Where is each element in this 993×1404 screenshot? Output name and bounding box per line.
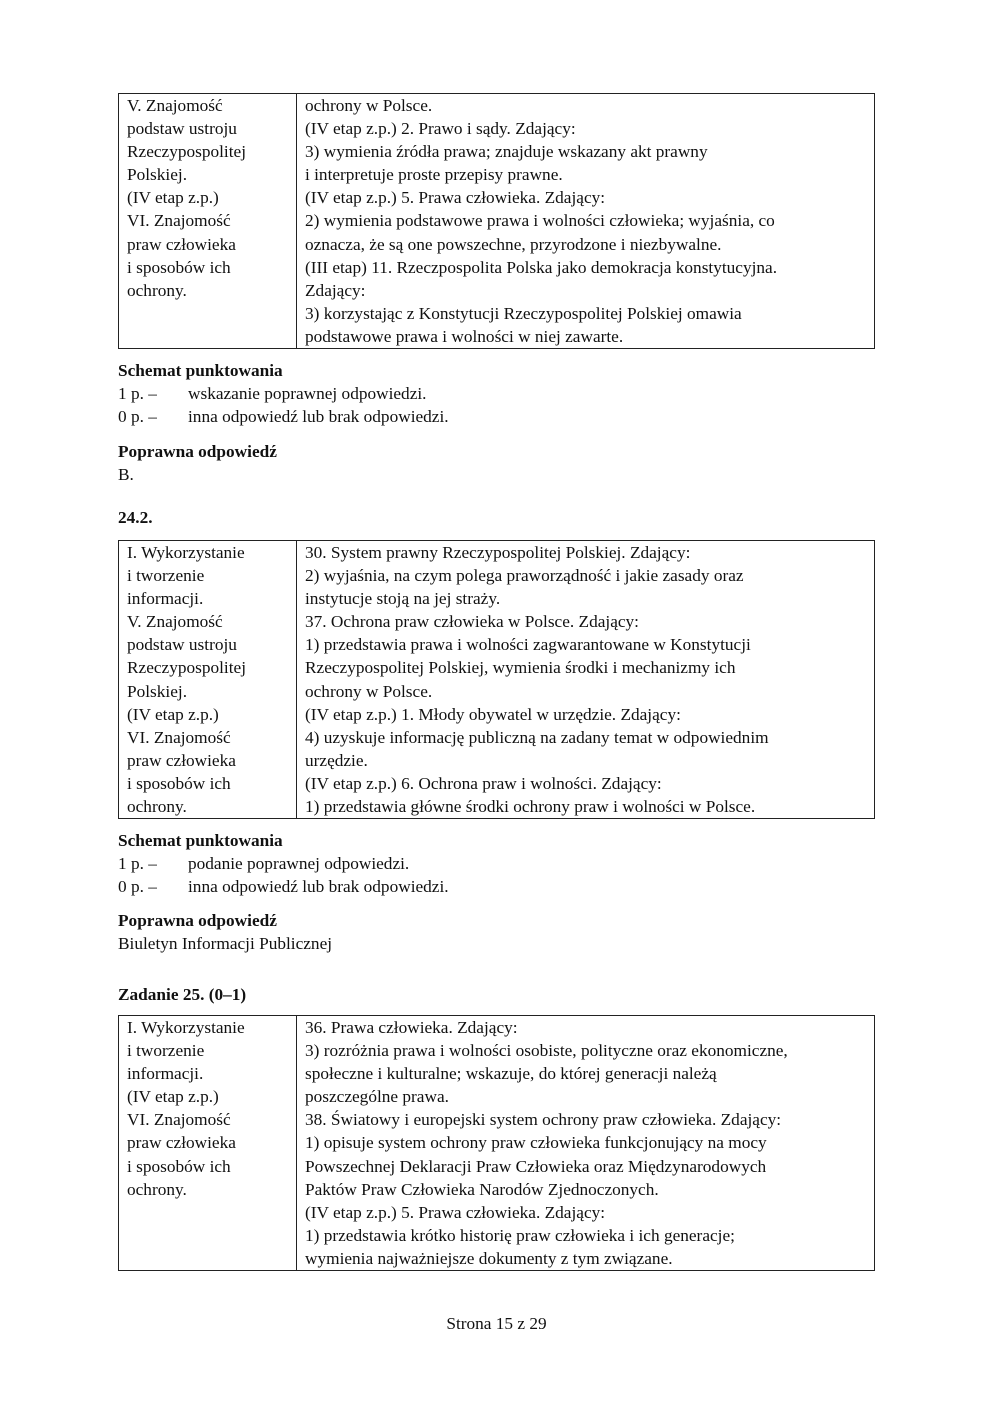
scoring-heading: Schemat punktowania	[118, 831, 283, 850]
scoring-scheme-2	[118, 829, 875, 898]
correct-answer-1	[118, 440, 875, 486]
answer-heading: Poprawna odpowiedź	[118, 911, 277, 930]
general-requirements-cell: V. Znajomość podstaw ustroju Rzeczypospolitej Polskiej. (IV etap z.p.) VI. Znajomość praw człowieka i sposobów ich ochrony.	[119, 94, 297, 349]
task-25	[118, 983, 875, 1006]
scoring-scheme-1	[118, 359, 875, 428]
general-requirements-cell: I. Wykorzystanie i tworzenie informacji. (IV etap z.p.) VI. Znajomość praw człowieka i sposobów ich ochrony.	[119, 1016, 297, 1271]
requirements-table-3	[118, 1015, 875, 1271]
scoring-row: 1 p. – wskazanie poprawnej odpowiedzi.	[118, 384, 427, 403]
page-number: Strona 15 z 29	[446, 1314, 547, 1333]
task-heading: 24.2.	[118, 508, 153, 527]
detailed-requirements-cell: 30. System prawny Rzeczypospolitej Polskiej. Zdający: 2) wyjaśnia, na czym polega praworządność i jakie zasady oraz instytucje stoją na jej straży. 37. Ochrona praw człowieka w Polsce. Zdający: 1) przedstawia prawa i wolności zagwarantowane w Konstytucji Rzeczypospolitej Polskiej, wymienia środki i mechanizmy ich ochrony w Polsce. (IV etap z.p.) 1. Młody obywatel w urzędzie. Zdający: 4) uzyskuje informację publiczną na zadany temat w odpowiednim urzędzie. (IV etap z.p.) 6. Ochrona praw i wolności. Zdający: 1) przedstawia główne środki ochrony praw i wolności w Polsce.	[297, 541, 875, 819]
general-requirements-cell: I. Wykorzystanie i tworzenie informacji. V. Znajomość podstaw ustroju Rzeczypospolitej Polskiej. (IV etap z.p.) VI. Znajomość praw człowieka i sposobów ich ochrony.	[119, 541, 297, 819]
scoring-row: 0 p. – inna odpowiedź lub brak odpowiedzi.	[118, 877, 449, 896]
requirements-table-1	[118, 93, 875, 349]
scoring-heading: Schemat punktowania	[118, 361, 283, 380]
answer-heading: Poprawna odpowiedź	[118, 442, 277, 461]
scoring-row: 1 p. – podanie poprawnej odpowiedzi.	[118, 854, 410, 873]
correct-answer-2	[118, 909, 875, 955]
scoring-row: 0 p. – inna odpowiedź lub brak odpowiedzi.	[118, 407, 449, 426]
answer-text: B.	[118, 465, 134, 484]
task-heading: Zadanie 25. (0–1)	[118, 985, 247, 1004]
detailed-requirements-cell: ochrony w Polsce. (IV etap z.p.) 2. Prawo i sądy. Zdający: 3) wymienia źródła prawa; znajduje wskazany akt prawny i interpretuje proste przepisy prawne. (IV etap z.p.) 5. Prawa człowieka. Zdający: 2) wymienia podstawowe prawa i wolności człowieka; wyjaśnia, co oznacza, że są one powszechne, przyrodzone i niezbywalne. (III etap) 11. Rzeczpospolita Polska jako demokracja konstytucyjna. Zdający: 3) korzystając z Konstytucji Rzeczypospolitej Polskiej omawia podstawowe prawa i wolności w niej zawarte.	[297, 94, 875, 349]
task-24-2	[118, 506, 875, 529]
requirements-table-2	[118, 540, 875, 819]
answer-text: Biuletyn Informacji Publicznej	[118, 934, 333, 953]
detailed-requirements-cell: 36. Prawa człowieka. Zdający: 3) rozróżnia prawa i wolności osobiste, polityczne oraz ekonomiczne, społeczne i kulturalne; wskazuje, do której generacji należą poszczególne prawa. 38. Światowy i europejski system ochrony praw człowieka. Zdający: 1) opisuje system ochrony praw człowieka funkcjonujący na mocy Powszechnej Deklaracji Praw Człowieka oraz Międzynarodowych Paktów Praw Człowieka Narodów Zjednoczonych. (IV etap z.p.) 5. Prawa człowieka. Zdający: 1) przedstawia krótko historię praw człowieka i ich generacje; wymienia najważniejsze dokumenty z tym związane.	[297, 1016, 875, 1271]
